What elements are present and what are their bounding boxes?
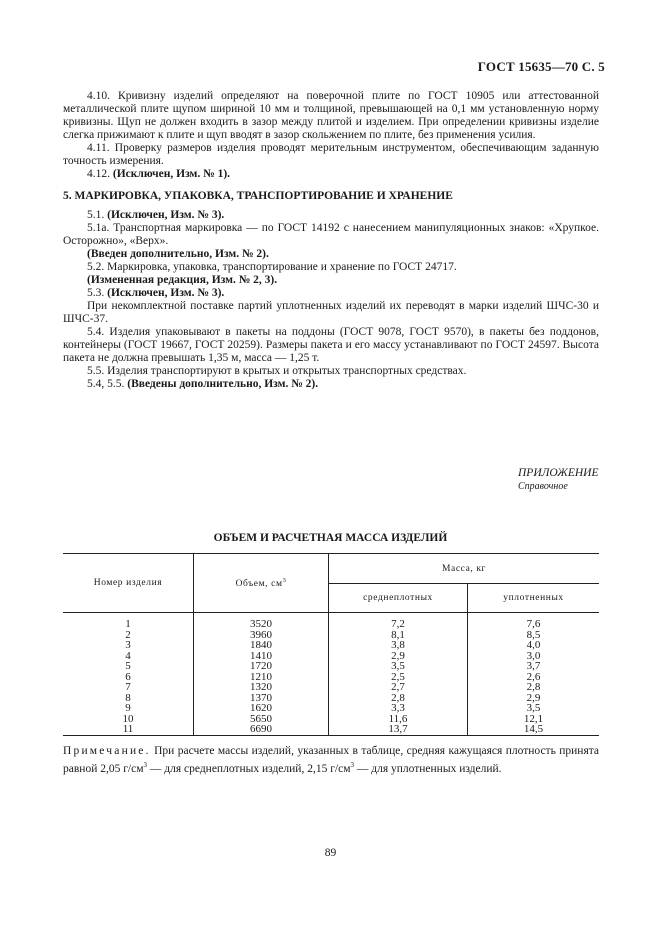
paragraph-5-3-status: (Исключен, Изм. № 3).: [107, 287, 225, 299]
paragraph-5-5: 5.5. Изделия транспортируют в крытых и открытых транспортных средствах.: [87, 365, 467, 377]
cell-volume: 1840: [194, 640, 329, 651]
cell-item-number: 4: [63, 651, 194, 662]
cell-mass-medium-dense: 8,1: [329, 630, 468, 641]
paragraph-5-4: 5.4. Изделия упаковывают в пакеты на поддоны (ГОСТ 9078, ГОСТ 9570), в пакеты без поддонов, контейнеры (ГОСТ 19667, ГОСТ 20259). Размеры пакета и его массу устанавливают по ГОСТ 24597. Высота пакета не должна превышать 1,35 м, масса — 1,25 т.: [63, 326, 599, 364]
header-mass-medium-dense: среднеплотных: [329, 584, 468, 613]
table-row: [63, 651, 599, 662]
standard-header: ГОСТ 15635—70 С. 5: [477, 59, 605, 74]
cell-mass-medium-dense: 7,2: [329, 613, 468, 630]
appendix-title: ПРИЛОЖЕНИЕ: [518, 467, 599, 479]
cell-volume: 3520: [194, 613, 329, 630]
paragraph-4-12-number: 4.12.: [87, 168, 110, 180]
appendix-subtitle: Справочное: [518, 481, 568, 492]
table-row: [63, 672, 599, 683]
paragraph-5-2-note: (Измененная редакция, Изм. № 2, 3).: [87, 274, 278, 286]
table-row: [63, 630, 599, 641]
header-mass: Масса, кг: [329, 554, 600, 584]
cell-mass-compacted: 3,0: [526, 649, 541, 662]
paragraph-4-12: [63, 168, 599, 181]
cell-item-number: 3: [63, 640, 194, 651]
paragraph-5-1: [63, 209, 599, 222]
paragraph-5-4-5-5: [63, 378, 599, 391]
note-text-3: — для уплотненных изделий.: [354, 762, 502, 775]
cell-mass-compacted: 14,5: [468, 724, 600, 735]
header-volume-sup: 3: [282, 576, 287, 584]
note-sup-1: 3: [143, 761, 148, 769]
header-volume: [194, 554, 329, 613]
note-text-2: — для среднеплотных изделий, 2,15 г/см: [147, 762, 351, 775]
cell-item-number: 5: [63, 661, 194, 672]
table-row: [63, 613, 599, 630]
cell-volume: 1370: [194, 693, 329, 704]
header-item-number: Номер изделия: [63, 554, 194, 613]
paragraph-5-3-number: 5.3.: [87, 287, 105, 299]
cell-mass-medium-dense: 2,7: [329, 682, 468, 693]
paragraph-5-3-text: При некомплектной поставке партий уплотненных изделий их переводят в марки изделий ШЧС-30 и ШЧС-37.: [63, 300, 599, 325]
cell-mass-medium-dense: 11,6: [329, 714, 468, 725]
cell-mass-medium-dense: 3,3: [329, 703, 468, 714]
cell-volume: 1410: [194, 651, 329, 662]
table-title: ОБЪЕМ И РАСЧЕТНАЯ МАССА ИЗДЕЛИЙ: [213, 532, 448, 544]
paragraph-4-11: 4.11. Проверку размеров изделия проводят мерительным инструментом, обеспечивающим заданную точность измерения.: [63, 142, 599, 167]
appendix-label: [518, 467, 598, 493]
cell-item-number: 7: [63, 682, 194, 693]
cell-mass-compacted: 8,5: [526, 628, 541, 641]
table-row: [63, 703, 599, 714]
cell-mass-compacted: 2,9: [526, 691, 541, 704]
header-volume-label: Объем, см: [235, 579, 283, 590]
cell-volume: 6690: [194, 724, 329, 735]
note-text-1: При расчете массы изделий, указанных в таблице, средняя кажущаяся плотность принята равной 2,05 г/см: [63, 745, 600, 775]
cell-mass-medium-dense: 2,9: [329, 651, 468, 662]
cell-mass-medium-dense: 2,5: [329, 672, 468, 683]
paragraph-4-12-status: (Исключен, Изм. № 1).: [112, 168, 231, 180]
section-5-title: 5. МАРКИРОВКА, УПАКОВКА, ТРАНСПОРТИРОВАНИЕ И ХРАНЕНИЕ: [63, 190, 453, 202]
cell-item-number: 8: [63, 693, 194, 704]
cell-mass-medium-dense: 13,7: [329, 724, 468, 735]
cell-item-number: 2: [63, 630, 194, 641]
cell-volume: 3960: [194, 630, 329, 641]
table-row: [63, 724, 599, 735]
cell-item-number: 10: [63, 714, 194, 725]
paragraph-5-1-number: 5.1.: [87, 209, 105, 221]
table-row: [63, 714, 599, 725]
cell-mass-compacted: 7,6: [526, 618, 541, 630]
cell-mass-compacted: 3,5: [526, 702, 541, 714]
paragraph-4-10: 4.10. Кривизну изделий определяют на поверочной плите по ГОСТ 10905 или аттестованной металлической плите щупом шириной 10 мм и толщиной, превышающей на 0,1 мм установленную норму кривизны. Щуп не должен входить в зазор между плитой и изделием. При определении кривизны изделие слегка прижимают к плите и щуп вводят в зазор скольжением по плите, без применения усилия.: [63, 90, 599, 141]
note-label: Примечание.: [63, 745, 151, 757]
cell-mass-medium-dense: 3,5: [329, 661, 468, 672]
note-sup-2: 3: [350, 761, 354, 769]
table-row: [63, 693, 599, 704]
cell-mass-compacted: 2,6: [526, 670, 541, 683]
table-note: [63, 744, 599, 776]
cell-item-number: 11: [63, 724, 194, 735]
paragraph-5-4-5-5-status: (Введены дополнительно, Изм. № 2).: [127, 378, 319, 390]
table-body: [63, 613, 599, 736]
cell-item-number: 9: [63, 703, 194, 714]
cell-item-number: 1: [63, 613, 194, 630]
table-row: [63, 640, 599, 651]
cell-volume: 1720: [194, 661, 329, 672]
body-text: [63, 90, 599, 391]
paragraph-5-4-5-5-number: 5.4, 5.5.: [87, 378, 125, 390]
cell-mass-medium-dense: 3,8: [329, 640, 468, 651]
table-row: [63, 682, 599, 693]
cell-volume: 1620: [194, 703, 329, 714]
cell-mass-compacted: 4,0: [526, 639, 541, 651]
paragraph-5-1-status: (Исключен, Изм. № 3).: [107, 209, 225, 221]
cell-mass-compacted: 3,7: [526, 660, 541, 672]
cell-volume: 1210: [194, 672, 329, 683]
paragraph-5-1a: 5.1а. Транспортная маркировка — по ГОСТ 14192 с нанесением манипуляционных знаков: «Хрупкое. Осторожно», «Верх».: [63, 222, 599, 247]
paragraph-5-2: 5.2. Маркировка, упаковка, транспортирование и хранение по ГОСТ 24717.: [87, 261, 457, 273]
paragraph-5-1a-note: (Введен дополнительно, Изм. № 2).: [87, 248, 269, 260]
cell-mass-compacted: 2,8: [526, 681, 541, 693]
cell-mass-medium-dense: 2,8: [329, 693, 468, 704]
cell-volume: 1320: [194, 682, 329, 693]
volume-mass-table: [63, 553, 599, 736]
header-mass-compacted: уплотненных: [468, 584, 600, 613]
paragraph-5-3: [63, 287, 599, 300]
page-number: 89: [324, 847, 337, 859]
cell-volume: 5650: [194, 714, 329, 725]
table-row: [63, 661, 599, 672]
cell-item-number: 6: [63, 672, 194, 683]
cell-mass-compacted: 12,1: [523, 712, 544, 725]
